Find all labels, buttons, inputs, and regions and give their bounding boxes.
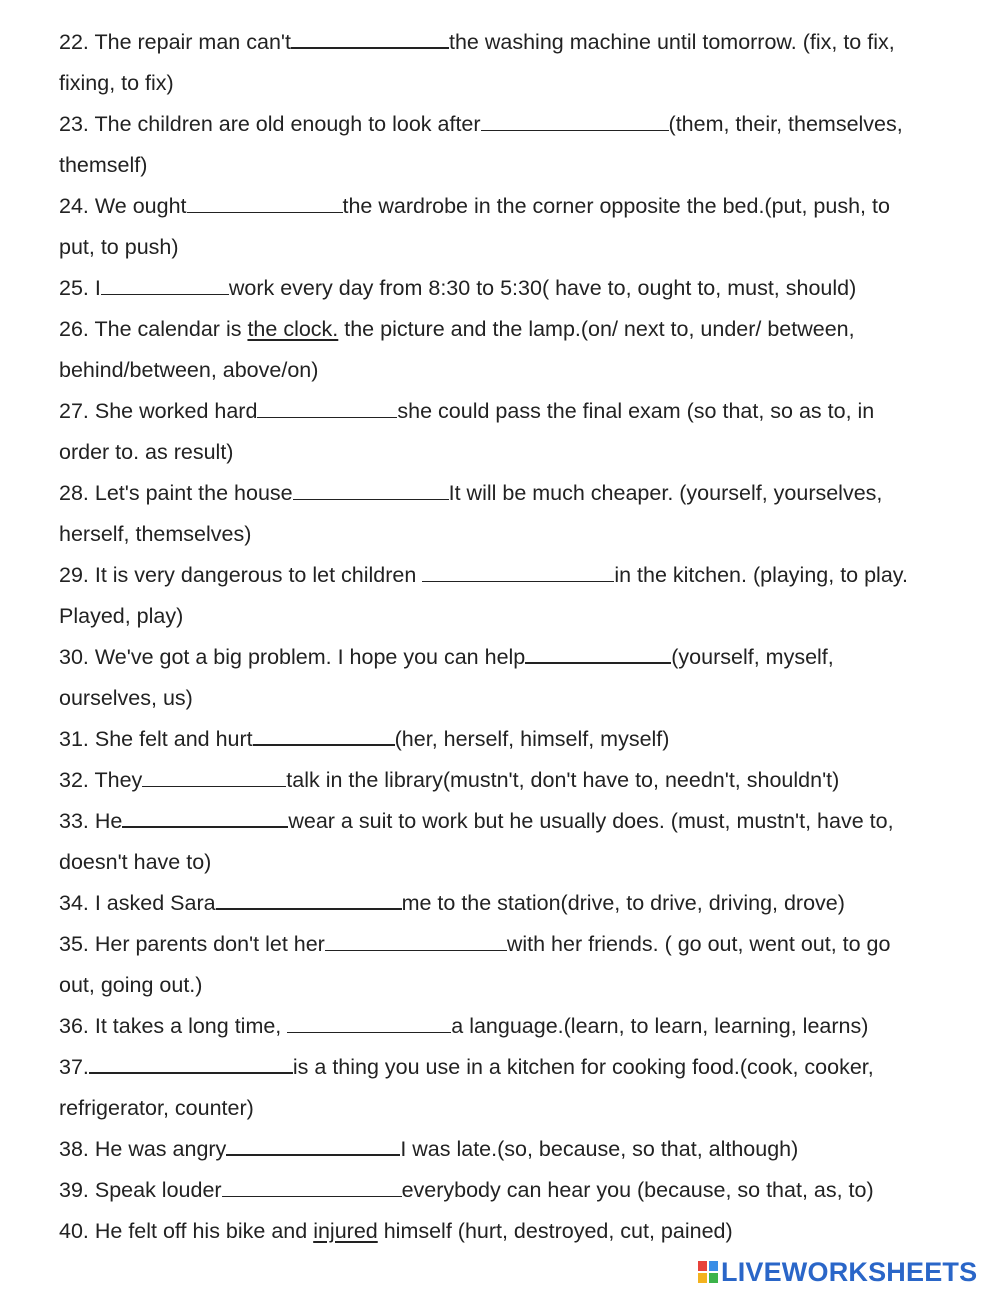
question-text: 28. Let's paint the house (59, 481, 293, 505)
answer-blank[interactable] (291, 46, 449, 49)
question-text: (yourself, myself, (671, 645, 834, 669)
question-text: talk in the library(mustn't, don't have to, needn't, shouldn't) (286, 768, 840, 792)
question-text: order to. as result) (59, 440, 234, 464)
question-text: 33. He (59, 809, 123, 833)
question-text: wear a suit to work but he usually does. (must, mustn't, have to, (288, 809, 894, 833)
question-text: 23. The children are old enough to look after (59, 112, 481, 136)
question-text: 30. We've got a big problem. I hope you can help (59, 645, 526, 669)
question-q30 (59, 637, 979, 719)
question-q24 (59, 186, 979, 268)
question-text: (them, their, themselves, (668, 112, 903, 136)
question-text: herself, themselves) (59, 522, 252, 546)
question-line (59, 924, 979, 965)
question-text: is a thing you use in a kitchen for cooking food.(cook, cooker, (292, 1055, 874, 1079)
answer-blank[interactable] (101, 293, 229, 295)
answer-blank[interactable] (253, 743, 395, 746)
question-text: the washing machine until tomorrow. (fix, to fix, (448, 30, 895, 54)
answer-blank[interactable] (481, 129, 669, 131)
question-text: 24. We ought (59, 194, 187, 218)
question-text: fixing, to fix) (59, 71, 174, 95)
question-line (59, 555, 979, 596)
question-text: the wardrobe in the corner opposite the bed.(put, push, to (342, 194, 890, 218)
answer-blank[interactable] (89, 1071, 293, 1074)
underlined-answer: injured (313, 1219, 378, 1243)
question-line (59, 104, 979, 145)
question-text: with her friends. ( go out, went out, to go (506, 932, 891, 956)
question-line (59, 719, 979, 760)
question-line (59, 473, 979, 514)
question-q25 (59, 268, 979, 309)
question-q26 (59, 309, 979, 391)
question-text: 27. She worked hard (59, 399, 258, 423)
question-text: 36. It takes a long time, (59, 1014, 288, 1038)
question-text: 32. They (59, 768, 143, 792)
question-line (59, 391, 979, 432)
question-q39 (59, 1170, 979, 1211)
question-text: 22. The repair man can't (59, 30, 291, 54)
question-text: 25. I (59, 276, 101, 300)
brand-name: LIVEWORKSHEETS (721, 1256, 978, 1287)
question-line (59, 801, 979, 842)
question-q36 (59, 1006, 979, 1047)
question-line (59, 596, 979, 637)
question-text: work every day from 8:30 to 5:30( have to, ought to, must, should) (228, 276, 857, 300)
question-line (59, 268, 979, 309)
question-line (59, 842, 979, 883)
answer-blank[interactable] (287, 1031, 451, 1033)
question-text: themself) (59, 153, 148, 177)
question-line (59, 63, 979, 104)
question-text: me to the station(drive, to drive, driving, drove) (401, 891, 845, 915)
question-text: It will be much cheaper. (yourself, yourselves, (448, 481, 883, 505)
answer-blank[interactable] (257, 416, 397, 418)
question-text: Played, play) (59, 604, 184, 628)
question-text: 31. She felt and hurt (59, 727, 253, 751)
liveworksheets-logo-icon (697, 1260, 719, 1284)
question-text: 40. He felt off his bike and (59, 1219, 314, 1243)
question-q27 (59, 391, 979, 473)
question-line (59, 432, 979, 473)
question-text: 35. Her parents don't let her (59, 932, 325, 956)
worksheet (59, 22, 979, 1252)
question-q31 (59, 719, 979, 760)
answer-blank[interactable] (525, 661, 671, 664)
question-q40 (59, 1211, 979, 1252)
footer-brand (697, 1257, 977, 1287)
question-text: doesn't have to) (59, 850, 212, 874)
answer-blank[interactable] (216, 907, 402, 910)
question-line (59, 350, 979, 391)
question-line (59, 186, 979, 227)
question-text: ourselves, us) (59, 686, 193, 710)
question-q22 (59, 22, 979, 104)
question-text: 26. The calendar is (59, 317, 248, 341)
answer-blank[interactable] (187, 211, 343, 213)
question-line (59, 1129, 979, 1170)
question-text: out, going out.) (59, 973, 203, 997)
question-text: a language.(learn, to learn, learning, learns) (451, 1014, 869, 1038)
answer-blank[interactable] (226, 1153, 400, 1156)
question-line (59, 965, 979, 1006)
question-line (59, 145, 979, 186)
question-q37 (59, 1047, 979, 1129)
question-line (59, 309, 979, 350)
question-q35 (59, 924, 979, 1006)
question-q23 (59, 104, 979, 186)
question-text: (her, herself, himself, myself) (394, 727, 670, 751)
question-line (59, 760, 979, 801)
question-text: 34. I asked Sara (59, 891, 216, 915)
question-line (59, 1211, 979, 1252)
question-text: refrigerator, counter) (59, 1096, 254, 1120)
question-text: 29. It is very dangerous to let children (59, 563, 423, 587)
answer-blank[interactable] (422, 580, 614, 582)
question-line (59, 22, 979, 63)
answer-blank[interactable] (222, 1195, 402, 1197)
question-q29 (59, 555, 979, 637)
question-line (59, 637, 979, 678)
question-text: put, to push) (59, 235, 179, 259)
question-text: 38. He was angry (59, 1137, 227, 1161)
question-text: 37. (59, 1055, 89, 1079)
question-text: she could pass the final exam (so that, so as to, in (397, 399, 875, 423)
question-q38 (59, 1129, 979, 1170)
question-line (59, 1047, 979, 1088)
question-q33 (59, 801, 979, 883)
question-text: 39. Speak louder (59, 1178, 222, 1202)
question-line (59, 227, 979, 268)
question-text: behind/between, above/on) (59, 358, 319, 382)
question-q32 (59, 760, 979, 801)
question-line (59, 883, 979, 924)
question-line (59, 1006, 979, 1047)
question-line (59, 514, 979, 555)
question-line (59, 1088, 979, 1129)
question-q34 (59, 883, 979, 924)
question-text: everybody can hear you (because, so that, as, to) (401, 1178, 874, 1202)
question-line (59, 678, 979, 719)
question-line (59, 1170, 979, 1211)
question-text: I was late.(so, because, so that, although) (400, 1137, 799, 1161)
question-text: himself (hurt, destroyed, cut, pained) (377, 1219, 733, 1243)
answer-blank[interactable] (293, 498, 449, 500)
underlined-answer: the clock. (247, 317, 339, 341)
question-text: the picture and the lamp.(on/ next to, under/ between, (338, 317, 855, 341)
answer-blank[interactable] (142, 785, 286, 787)
question-q28 (59, 473, 979, 555)
answer-blank[interactable] (122, 825, 288, 828)
question-text: in the kitchen. (playing, to play. (614, 563, 908, 587)
answer-blank[interactable] (325, 949, 507, 951)
